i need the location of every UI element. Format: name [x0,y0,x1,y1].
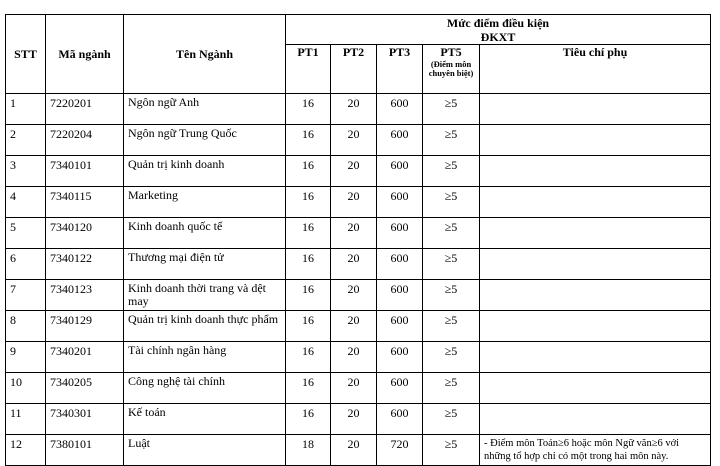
row-pt2: 20 [331,435,377,466]
row-pt1: 16 [286,280,331,311]
row-major-code: 7340205 [46,373,124,404]
header-pt1: PT1 [286,45,331,94]
row-pt1: 16 [286,156,331,187]
header-criteria: Tiêu chí phụ [480,45,711,94]
row-pt2: 20 [331,156,377,187]
header-major-name: Tên Ngành [124,15,286,94]
row-criteria [480,218,711,249]
row-pt1: 16 [286,94,331,125]
row-pt5: ≥5 [423,218,480,249]
table-row [6,342,711,373]
row-pt1: 16 [286,373,331,404]
table-row [6,249,711,280]
row-criteria [480,342,711,373]
row-major-name: Luật [124,435,286,466]
row-pt5: ≥5 [423,187,480,218]
row-criteria [480,280,711,311]
header-pt2: PT2 [331,45,377,94]
row-stt: 3 [6,156,46,187]
row-pt1: 18 [286,435,331,466]
row-major-code: 7340129 [46,311,124,342]
row-pt5: ≥5 [423,156,480,187]
row-pt1: 16 [286,249,331,280]
table-row [6,280,711,311]
row-criteria [480,156,711,187]
row-stt: 12 [6,435,46,466]
row-pt5: ≥5 [423,249,480,280]
row-criteria [480,311,711,342]
row-pt2: 20 [331,373,377,404]
row-pt1: 16 [286,218,331,249]
table-body [6,94,711,466]
row-criteria [480,404,711,435]
table-row [6,187,711,218]
row-stt: 1 [6,94,46,125]
row-major-code: 7340120 [46,218,124,249]
table-row [6,94,711,125]
row-pt5: ≥5 [423,342,480,373]
row-pt5: ≥5 [423,280,480,311]
row-stt: 8 [6,311,46,342]
row-pt2: 20 [331,94,377,125]
row-major-code: 7380101 [46,435,124,466]
table-row [6,404,711,435]
row-pt3: 600 [377,125,423,156]
row-major-name: Công nghệ tài chính [124,373,286,404]
row-pt2: 20 [331,280,377,311]
row-pt2: 20 [331,218,377,249]
row-pt1: 16 [286,187,331,218]
row-criteria: - Điểm môn Toán≥6 hoặc môn Ngữ văn≥6 với những tổ hợp chỉ có một trong hai môn này. [480,435,711,466]
header-condition-line1: Mức điểm điều kiện [446,15,550,30]
table-row [6,156,711,187]
row-major-name: Ngôn ngữ Anh [124,94,286,125]
row-pt5: ≥5 [423,373,480,404]
table-row [6,125,711,156]
admission-criteria-table [5,14,711,466]
row-criteria [480,94,711,125]
row-pt3: 600 [377,94,423,125]
row-pt1: 16 [286,404,331,435]
header-condition-line2: ĐKXT [480,29,516,44]
row-stt: 9 [6,342,46,373]
header-pt3: PT3 [377,45,423,94]
header-condition-group [286,15,711,45]
row-criteria [480,125,711,156]
header-stt: STT [6,15,46,94]
row-stt: 5 [6,218,46,249]
row-pt3: 600 [377,156,423,187]
row-major-code: 7340201 [46,342,124,373]
row-pt2: 20 [331,311,377,342]
row-pt5: ≥5 [423,311,480,342]
row-pt2: 20 [331,187,377,218]
row-pt1: 16 [286,125,331,156]
row-major-name: Kinh doanh thời trang và dệt may [124,280,286,311]
row-pt3: 600 [377,404,423,435]
row-major-code: 7340115 [46,187,124,218]
row-pt2: 20 [331,404,377,435]
row-major-code: 7340101 [46,156,124,187]
row-stt: 10 [6,373,46,404]
header-pt5-subtitle: (Điểm môn chuyên biệt) [428,59,474,78]
row-pt5: ≥5 [423,94,480,125]
row-pt3: 600 [377,249,423,280]
row-pt5: ≥5 [423,404,480,435]
row-pt3: 600 [377,218,423,249]
row-pt2: 20 [331,249,377,280]
row-criteria [480,187,711,218]
row-stt: 2 [6,125,46,156]
row-pt3: 600 [377,280,423,311]
row-pt2: 20 [331,342,377,373]
row-major-code: 7220204 [46,125,124,156]
table-row [6,218,711,249]
row-pt3: 600 [377,187,423,218]
row-criteria [480,373,711,404]
row-criteria [480,249,711,280]
row-pt2: 20 [331,125,377,156]
header-pt5-label: PT5 [440,45,462,59]
header-major-code: Mã ngành [46,15,124,94]
row-major-code: 7340301 [46,404,124,435]
row-pt5: ≥5 [423,125,480,156]
row-major-name: Thương mại điện tử [124,249,286,280]
row-major-name: Quản trị kinh doanh [124,156,286,187]
row-major-name: Quản trị kinh doanh thực phẩm [124,311,286,342]
row-pt3: 720 [377,435,423,466]
table-row [6,435,711,466]
row-pt3: 600 [377,311,423,342]
row-pt1: 16 [286,311,331,342]
table-row [6,373,711,404]
header-pt5 [423,45,480,94]
row-major-name: Kinh doanh quốc tế [124,218,286,249]
table-row [6,311,711,342]
row-major-code: 7340123 [46,280,124,311]
row-pt3: 600 [377,373,423,404]
row-major-name: Kế toán [124,404,286,435]
row-pt5: ≥5 [423,435,480,466]
row-major-name: Ngôn ngữ Trung Quốc [124,125,286,156]
row-pt3: 600 [377,342,423,373]
row-major-name: Marketing [124,187,286,218]
row-stt: 4 [6,187,46,218]
row-major-code: 7220201 [46,94,124,125]
row-major-code: 7340122 [46,249,124,280]
row-stt: 11 [6,404,46,435]
row-stt: 7 [6,280,46,311]
row-stt: 6 [6,249,46,280]
row-pt1: 16 [286,342,331,373]
row-major-name: Tài chính ngân hàng [124,342,286,373]
